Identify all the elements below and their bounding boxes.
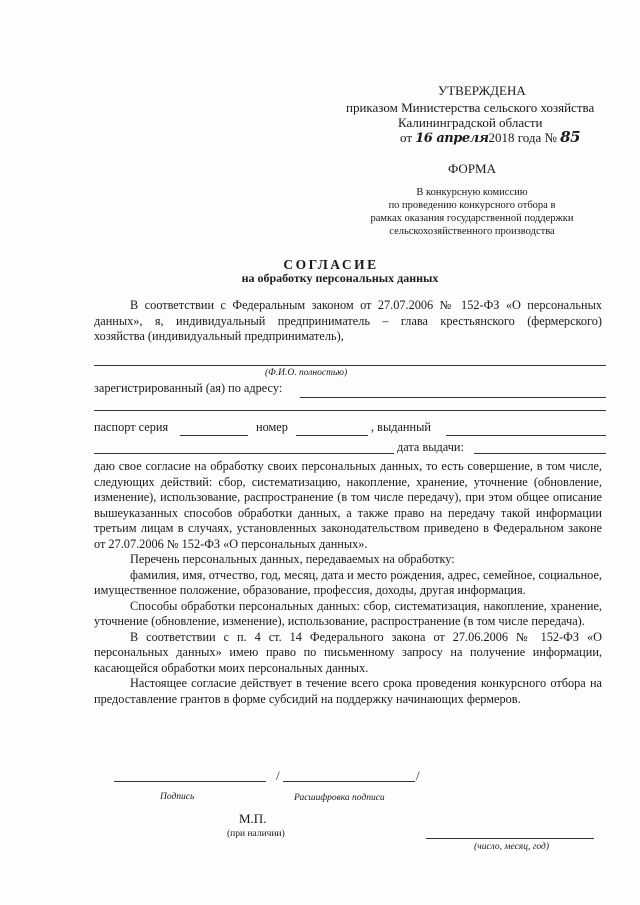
approval-ministry: приказом Министерства сельского хозяйства [346, 100, 595, 115]
signature-decode-line [283, 781, 415, 782]
addressee-line-3: рамках оказания государственной поддержки [370, 213, 574, 224]
intro-line-3: хозяйства (индивидуальный предприниматель), [94, 329, 344, 343]
address-label: зарегистрированный (ая) по адресу: [94, 381, 283, 395]
intro-paragraph [94, 298, 602, 345]
addressee-line-1: В конкурсную комиссию [416, 187, 528, 198]
address-field-line [300, 397, 606, 398]
seal-label: М.П. [239, 811, 267, 826]
intro-line-1: В соответствии с Федеральным законом от 27.07.2006 № 152-ФЗ «О персональных [130, 298, 602, 312]
approval-region: Калининградской области [398, 115, 543, 130]
signature-slash-close: / [416, 768, 420, 783]
fio-caption: (Ф.И.О. полностью) [265, 368, 348, 378]
data-list-heading: Перечень персональных данных, передаваемых на обработку: [130, 552, 455, 566]
passport-series-label: паспорт серия [94, 420, 169, 434]
intro-line-2: данных», я, индивидуальный предприниматель – глава крестьянского (фермерского) [94, 313, 602, 328]
date-signed-line [426, 838, 594, 839]
processing-methods-text: Способы обработки персональных данных: сбор, систематизация, накопление, хранение, уточнение (обновление, изменение), использование, распространение (в том числе передача). [94, 598, 602, 628]
approval-date-handwritten: 16 апреля [415, 131, 489, 146]
signature-decode-caption: Расшифровка подписи [294, 793, 385, 803]
passport-number-line [296, 435, 368, 436]
form-label: ФОРМА [448, 161, 496, 176]
approval-date-line [400, 130, 580, 146]
passport-date-label: дата выдачи: [397, 440, 464, 454]
signature-slash-open: / [276, 768, 280, 783]
rights-text: В соответствии с п. 4 ст. 14 Федерального закона от 27.06.2006 № 152-ФЗ «О персональных данных» имею право по письменному запросу на получение информации, касающейся обработки моих персональных данных. [94, 629, 602, 675]
addressee-block [346, 186, 598, 238]
data-list-text: фамилия, имя, отчество, год, месяц, дата и место рождения, адрес, семейное, социальное, имущественное положение, образование, профессия, доходы, другая информация. [94, 567, 602, 597]
document-title: СОГЛАСИЕ [283, 257, 379, 272]
passport-number-label: номер [256, 420, 288, 434]
signature-caption: Подпись [160, 792, 195, 802]
addressee-line-2: по проведению конкурсного отбора в [388, 200, 556, 211]
addressee-line-4: сельскохозяйственного производства [389, 226, 555, 237]
passport-issued-label: , выданный [371, 420, 431, 434]
consent-body [94, 459, 602, 707]
approval-date-prefix: от [400, 130, 413, 145]
passport-issued-line [446, 435, 606, 436]
passport-issuer-line [94, 453, 394, 454]
fio-field-line [94, 365, 606, 366]
approval-title: УТВЕРЖДЕНА [438, 83, 526, 98]
seal-note: (при наличии) [227, 829, 285, 839]
address-field-line-2 [94, 410, 606, 411]
passport-series-line [180, 435, 248, 436]
term-text: Настоящее согласие действует в течение всего срока проведения конкурсного отбора на предоставление грантов в форме субсидий на поддержку начинающих фермеров. [94, 676, 602, 706]
passport-date-line [474, 453, 606, 454]
date-signed-caption: (число, месяц, год) [474, 842, 550, 852]
approval-number-handwritten: 85 [560, 128, 581, 146]
signature-line [114, 781, 266, 782]
document-subtitle: на обработку персональных данных [241, 271, 439, 285]
consent-paragraph: даю свое согласие на обработку своих персональных данных, то есть совершение, в том числе, следующих действий: сбор, систематизацию, накопление, хранение, уточнение (обновление, изменение), использование, распространение (в том числе передачу), при этом общее описание вышеуказанных способов обработки данных, а также право на передачу такой информации третьим лицам в случаях, установленных законодательством приведено в Федеральном законе от 27.07.2006 № 152-ФЗ «О персональных данных». [94, 459, 602, 551]
approval-date-suffix: 2018 года № [488, 130, 557, 145]
